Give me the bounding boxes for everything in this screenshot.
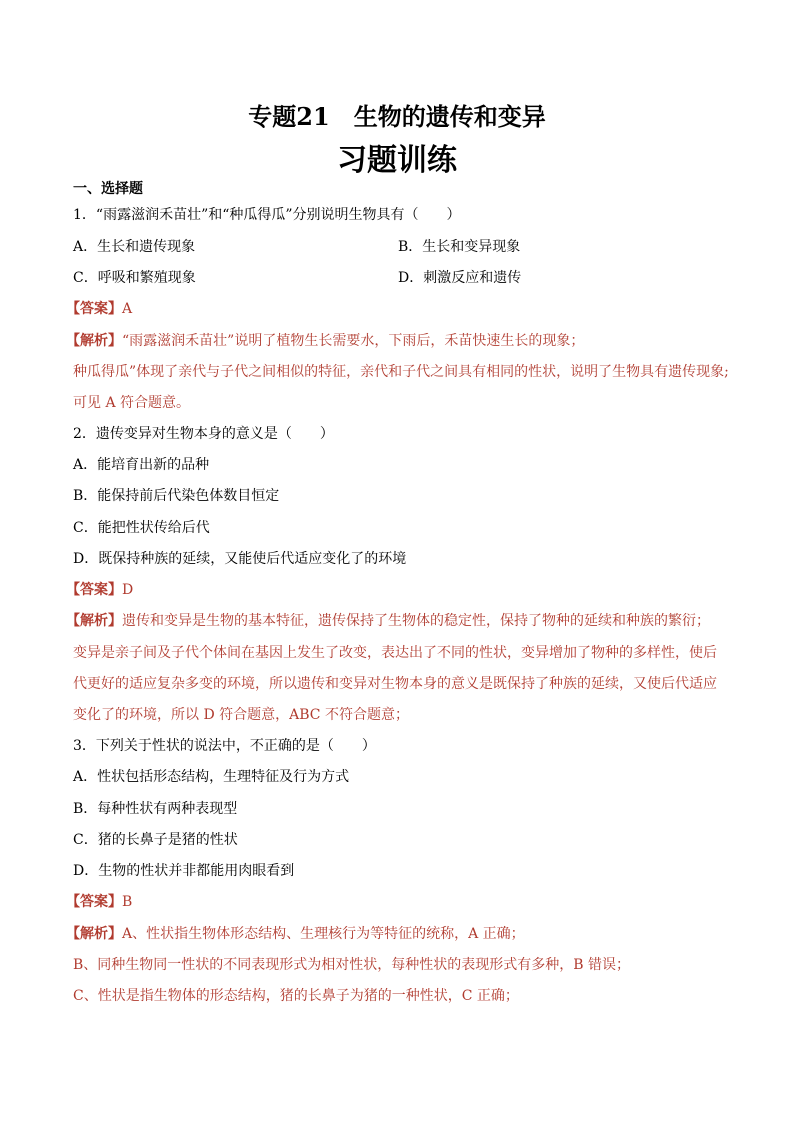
q3-option-a: A．性状包括形态结构，生理特征及行为方式	[73, 769, 350, 785]
answer-tag: 【答案】	[66, 301, 122, 317]
q1-answer-value: A	[122, 301, 133, 317]
q2-analysis-line-3: 代更好的适应复杂多变的环境，所以遗传和变异对生物本身的意义是既保持了种族的延续，又使后代适应	[73, 676, 717, 692]
q2-option-b: B．能保持前后代染色体数目恒定	[73, 488, 280, 504]
q3-option-b: B．每种性状有两种表现型	[73, 801, 238, 817]
analysis-tag: 【解析】	[66, 613, 122, 629]
q3-analysis-line-1: 【解析】A、性状指生物体形态结构、生理核行为等特征的统称，A 正确；	[66, 926, 525, 942]
answer-tag: 【答案】	[66, 582, 122, 598]
doc-title: 专题21 生物的遗传和变异	[248, 102, 546, 131]
q1-analysis-line-3: 可见 A 符合题意。	[73, 395, 191, 411]
q1-analysis-line-2: 种瓜得瓜”体现了亲代与子代之间相似的特征，亲代和子代之间具有相同的性状，说明了生物具有遗传现象;	[73, 364, 729, 380]
q3-stem: 3．下列关于性状的说法中，不正确的是（ ）	[73, 738, 376, 754]
q1-option-c: C．呼吸和繁殖现象	[73, 270, 196, 286]
q3-analysis-line-2: B、同种生物同一性状的不同表现形式为相对性状，每种性状的表现形式有多种，B 错误；	[73, 957, 631, 973]
q1-option-a: A．生长和遗传现象	[73, 239, 196, 255]
q1-analysis-line-1: 【解析】“雨露滋润禾苗壮”说明了植物生长需要水，下雨后，禾苗快速生长的现象；	[66, 333, 585, 349]
q2-option-a: A．能培育出新的品种	[73, 457, 210, 473]
q2-analysis-line-2: 变异是亲子间及子代个体间在基因上发生了改变，表达出了不同的性状，变异增加了物种的多样性，使后	[73, 645, 717, 661]
q3-option-c: C．猪的长鼻子是猪的性状	[73, 832, 238, 848]
q1-answer	[66, 298, 132, 320]
q2-option-d: D．既保持种族的延续，又能使后代适应变化了的环境	[73, 551, 407, 567]
q2-analysis-line-4: 变化了的环境，所以 D 符合题意，ABC 不符合题意；	[73, 707, 409, 723]
analysis-tag: 【解析】	[66, 333, 122, 349]
answer-tag: 【答案】	[66, 894, 122, 910]
q2-analysis-line-1: 【解析】遗传和变异是生物的基本特征，遗传保持了生物体的稳定性，保持了物种的延续和种族的繁衍；	[66, 613, 710, 629]
q1-option-b: B．生长和变异现象	[398, 239, 521, 255]
q3-analysis-line-3: C、性状是指生物体的形态结构，猪的长鼻子为猪的一种性状，C 正确；	[73, 988, 519, 1004]
q2-answer	[66, 579, 133, 601]
q3-answer-value: B	[122, 894, 133, 910]
q2-stem: 2．遗传变异对生物本身的意义是（ ）	[73, 426, 334, 442]
doc-subtitle: 习题训练	[337, 143, 457, 178]
q3-answer	[66, 891, 132, 913]
section-heading: 一、选择题	[73, 181, 143, 197]
analysis-tag: 【解析】	[66, 926, 122, 942]
q1-option-d: D．刺激反应和遗传	[398, 270, 522, 286]
q1-stem: 1．“雨露滋润禾苗壮”和“种瓜得瓜”分别说明生物具有（ ）	[73, 207, 461, 223]
q2-answer-value: D	[122, 582, 134, 598]
q3-option-d: D．生物的性状并非都能用肉眼看到	[73, 863, 295, 879]
q2-option-c: C．能把性状传给后代	[73, 520, 210, 536]
